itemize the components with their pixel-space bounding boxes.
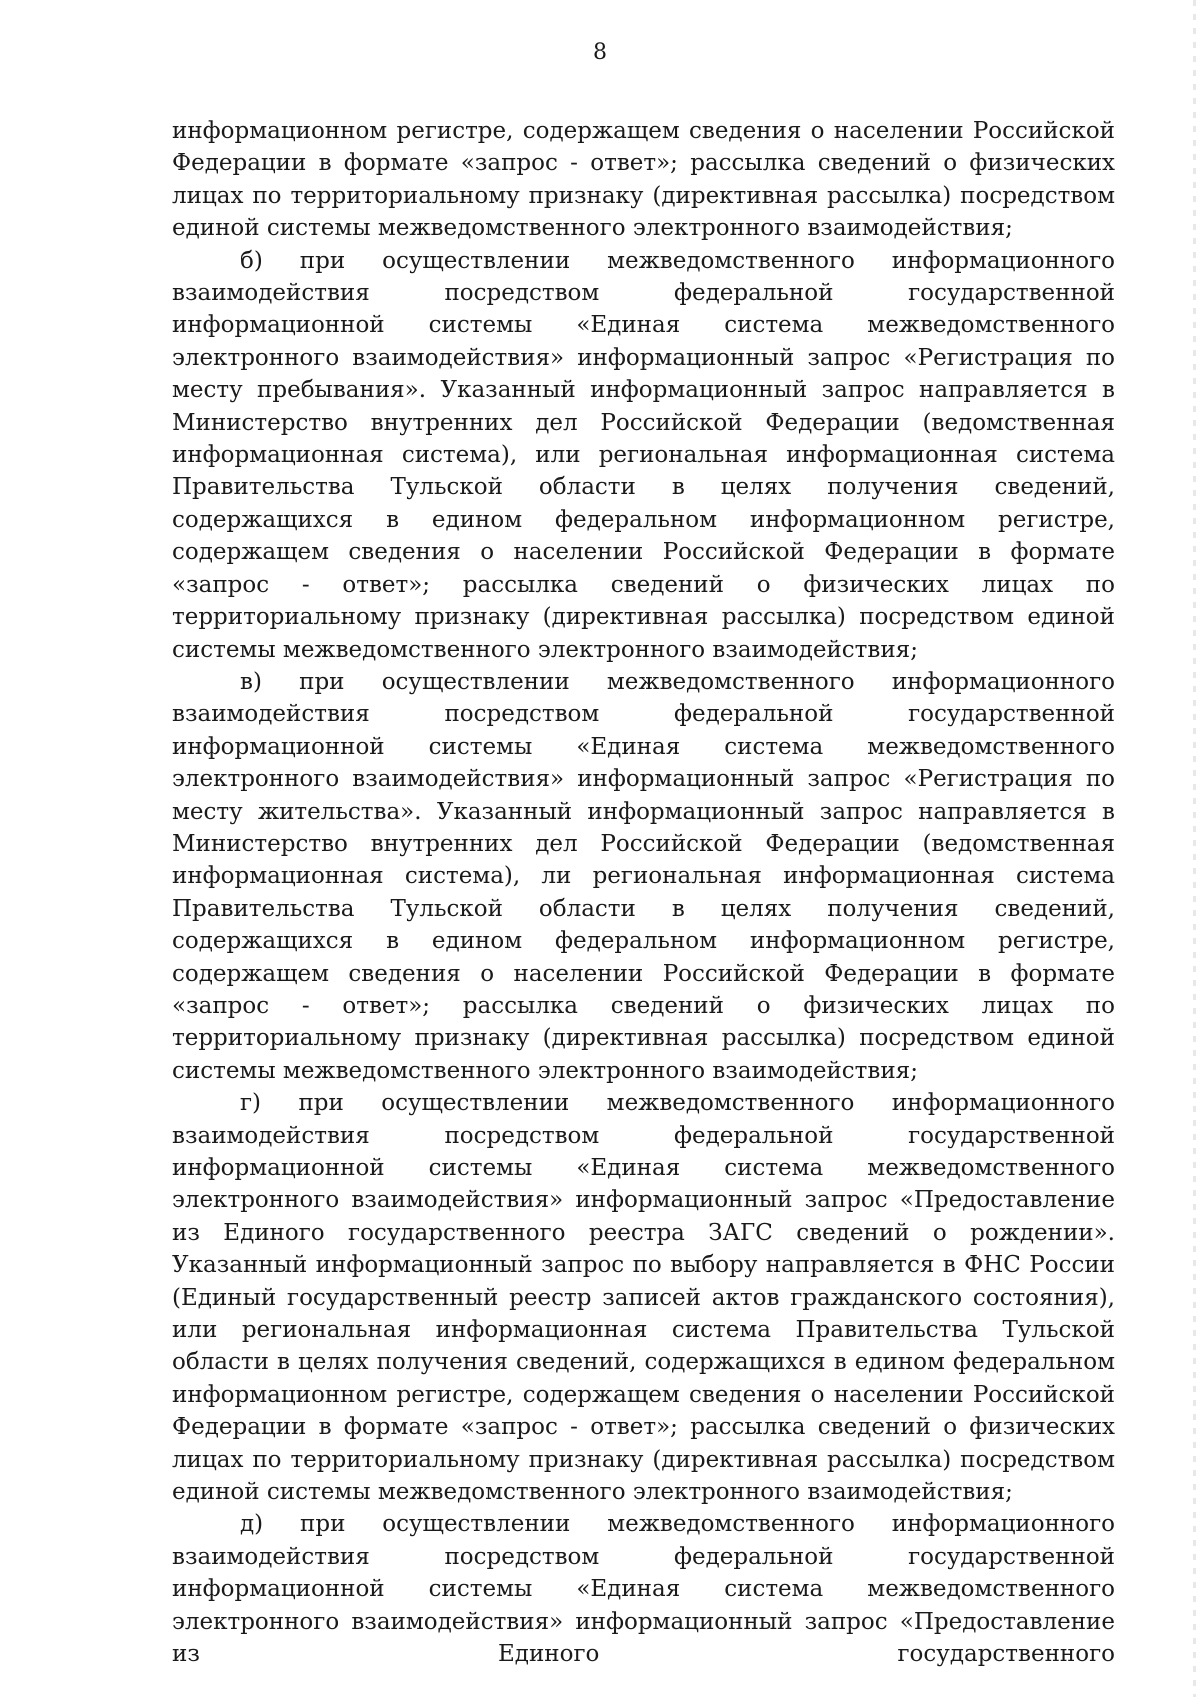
document-body xyxy=(172,115,1115,1671)
page-number: 8 xyxy=(593,40,607,65)
paragraph-item-g: г) при осуществлении межведомственного информационного взаимодействия посредством федеральной государственной информационной системы «Единая система межведомственного электронного взаимодействия» информационный запрос «Предоставление из Единого государственного реестра ЗАГС сведений о рождении». Указанный информационный запрос по выбору направляется в ФНС России (Единый государственный реестр записей актов гражданского состояния), или региональная информационная система Правительства Тульской области в целях получения сведений, содержащихся в едином федеральном информационном регистре, содержащем сведения о населении Российской Федерации в формате «запрос - ответ»; рассылка сведений о физических лицах по территориальному признаку (директивная рассылка) посредством единой системы межведомственного электронного взаимодействия; xyxy=(172,1090,1115,1506)
paragraph-item-b: б) при осуществлении межведомственного информационного взаимодействия посредством федеральной государственной информационной системы «Единая система межведомственного электронного взаимодействия» информационный запрос «Регистрация по месту пребывания». Указанный информационный запрос направляется в Министерство внутренних дел Российской Федерации (ведомственная информационная система), или региональная информационная система Правительства Тульской области в целях получения сведений, содержащихся в едином федеральном информационном регистре, содержащем сведения о населении Российской Федерации в формате «запрос - ответ»; рассылка сведений о физических лицах по территориальному признаку (директивная рассылка) посредством единой системы межведомственного электронного взаимодействия; xyxy=(172,247,1115,663)
paragraph-continuation: информационном регистре, содержащем сведения о населении Российской Федерации в формате «запрос - ответ»; рассылка сведений о физических лицах по территориальному признаку (директивная рассылка) посредством единой системы межведомственного электронного взаимодействия; xyxy=(172,118,1115,242)
paragraph-item-d: д) при осуществлении межведомственного информационного взаимодействия посредством федеральной государственной информационной системы «Единая система межведомственного электронного взаимодействия» информационный запрос «Предоставление из Единого государственного xyxy=(172,1511,1115,1668)
paragraph-item-v: в) при осуществлении межведомственного информационного взаимодействия посредством федеральной государственной информационной системы «Единая система межведомственного электронного взаимодействия» информационный запрос «Регистрация по месту жительства». Указанный информационный запрос направляется в Министерство внутренних дел Российской Федерации (ведомственная информационная система), ли региональная информационная система Правительства Тульской области в целях получения сведений, содержащихся в едином федеральном информационном регистре, содержащем сведения о населении Российской Федерации в формате «запрос - ответ»; рассылка сведений о физических лицах по территориальному признаку (директивная рассылка) посредством единой системы межведомственного электронного взаимодействия; xyxy=(172,668,1115,1084)
scan-edge-artifact xyxy=(1193,0,1196,1697)
